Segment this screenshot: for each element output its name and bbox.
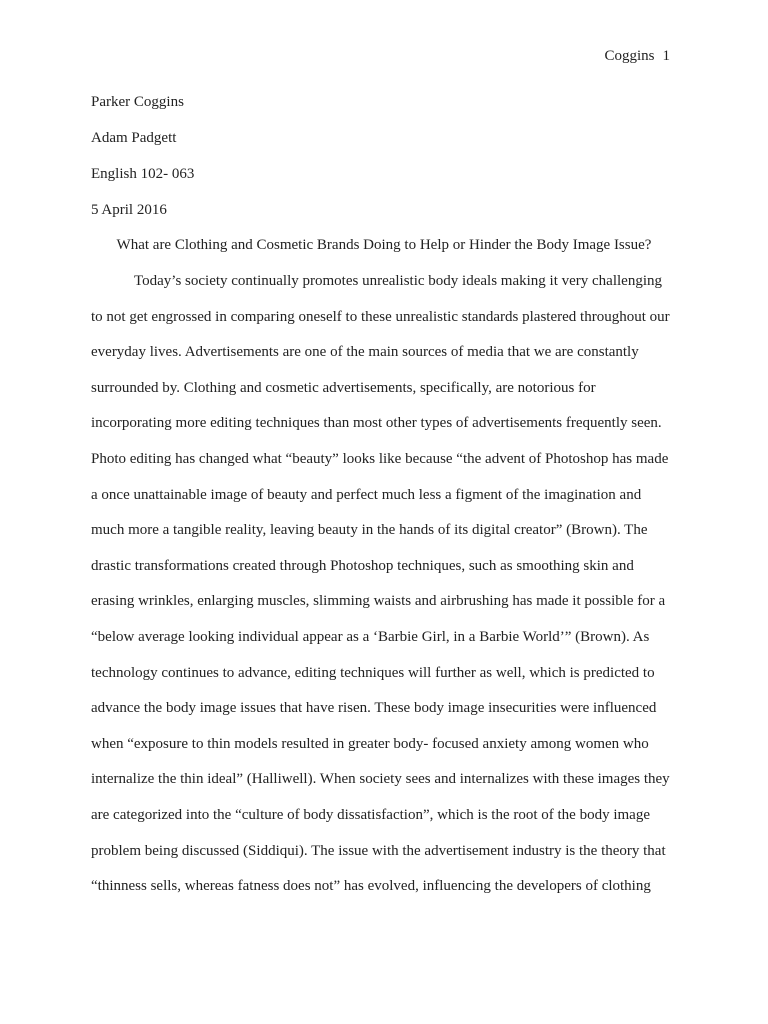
body-line: when “exposure to thin models resulted in greater body- focused anxiety among women who — [91, 735, 649, 752]
body-line: Today’s society continually promotes unrealistic body ideals making it very challenging — [134, 273, 662, 289]
body-line: incorporating more editing techniques than most other types of advertisements frequently seen. — [91, 415, 662, 432]
body-line: much more a tangible reality, leaving beauty in the hands of its digital creator” (Brown). The — [91, 522, 648, 539]
body-line: are categorized into the “culture of body dissatisfaction”, which is the root of the body image — [91, 806, 650, 823]
body-line: technology continues to advance, editing techniques will further as well, which is predicted to — [91, 664, 655, 681]
body-line: to not get engrossed in comparing oneself to these unrealistic standards plastered throughout our — [91, 308, 670, 325]
body-line: a once unattainable image of beauty and perfect much less a figment of the imagination and — [91, 486, 642, 503]
body-line: “below average looking individual appear as a ‘Barbie Girl, in a Barbie World’” (Brown). As — [91, 628, 650, 645]
mla-header — [91, 90, 681, 234]
body-line: advance the body image issues that have risen. These body image insecurities were influenced — [91, 700, 657, 717]
running-head — [604, 44, 670, 68]
essay-title: What are Clothing and Cosmetic Brands Doing to Help or Hinder the Body Image Issue? — [116, 237, 652, 253]
course-name: English 102- 063 — [91, 166, 195, 182]
paper-date: 5 April 2016 — [91, 202, 167, 218]
body-line: everyday lives. Advertisements are one of the main sources of media that we are constantly — [91, 344, 639, 361]
body-line: surrounded by. Clothing and cosmetic advertisements, specifically, are notorious for — [91, 379, 596, 396]
body-line: problem being discussed (Siddiqui). The issue with the advertisement industry is the theory that — [91, 842, 666, 859]
body-line: drastic transformations created through Photoshop techniques, such as smoothing skin and — [91, 557, 634, 574]
page-number: 1 — [662, 48, 670, 64]
running-head-author: Coggins — [604, 48, 655, 64]
body-line: “thinness sells, whereas fatness does not” has evolved, influencing the developers of clothing — [91, 878, 651, 895]
body-line: Photo editing has changed what “beauty” looks like because “the advent of Photoshop has made — [91, 450, 669, 467]
instructor-name: Adam Padgett — [91, 130, 177, 146]
student-name: Parker Coggins — [91, 94, 184, 110]
body-line: internalize the thin ideal” (Halliwell). When society sees and internalizes with these images they — [91, 771, 670, 788]
body-line: erasing wrinkles, enlarging muscles, slimming waists and airbrushing has made it possible for a — [91, 593, 666, 610]
essay-body — [91, 269, 669, 910]
